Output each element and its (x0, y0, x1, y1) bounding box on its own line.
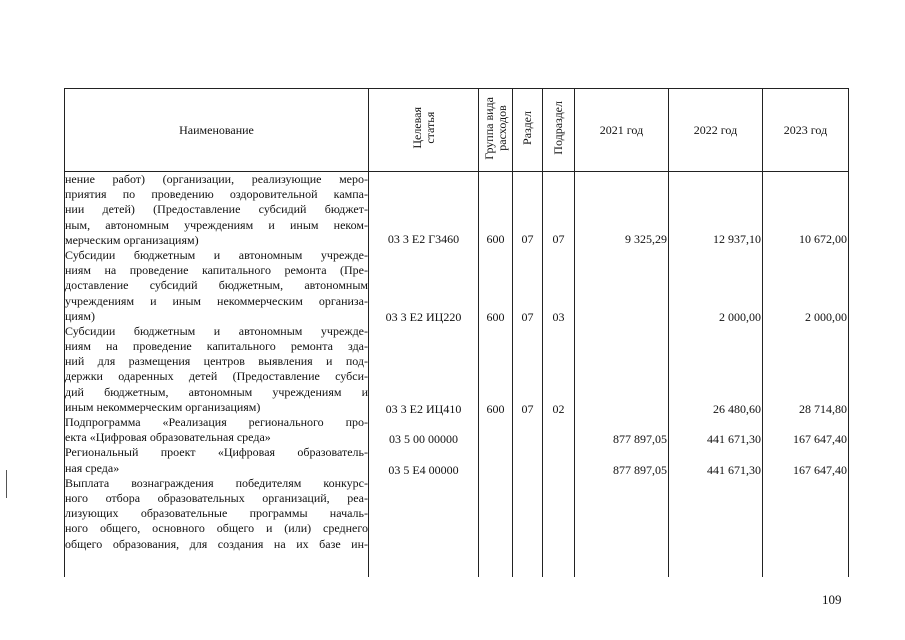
name-line: Подпрограмма «Реализация регионального про- (65, 415, 368, 429)
cell-y2022: 12 937,10 (713, 232, 761, 246)
name-line: циям) (65, 308, 95, 323)
name-line: держки одаренных детей (Предоставление субси- (65, 369, 368, 384)
group-column (479, 172, 513, 578)
name-line: дий бюджетным, автономным учреждениям и (65, 384, 368, 399)
name-line: приятия по проведению оздоровительной кампа- (65, 187, 368, 202)
cell-section: 07 (521, 232, 534, 246)
subsection-column (543, 172, 575, 578)
cell-subsection (543, 432, 574, 447)
header-expense-group: Группа вида расходов (479, 89, 513, 172)
cell-y2023: 2 000,00 (805, 310, 847, 324)
name-line: Субсидии бюджетным и автономным учрежде- (65, 323, 368, 338)
name-line: ний для размещения центров выявления и под- (65, 354, 368, 369)
header-2021: 2021 год (575, 89, 669, 172)
cell-subsection: 07 (552, 232, 565, 246)
cell-y2022: 441 671,30 (707, 432, 761, 446)
cell-group (479, 463, 512, 478)
cell-target: 03 3 Е2 Г3460 (387, 232, 460, 246)
header-2022: 2022 год (669, 89, 763, 172)
name-column (65, 172, 369, 578)
table-header-row (65, 89, 849, 172)
cell-y2021: 877 897,05 (613, 463, 667, 477)
section-column (513, 172, 543, 578)
cell-y2022: 2 000,00 (719, 310, 761, 324)
name-line: ниям на проведение капитального ремонта (Пре- (65, 263, 368, 278)
cell-group (479, 432, 512, 447)
cell-y2021 (575, 310, 668, 325)
table-body-row (65, 172, 849, 578)
name-line: общего образования, для создания на их базе ин- (65, 536, 368, 551)
name-line: ным, автономным учреждениям и иным неком- (65, 217, 368, 232)
cell-y2022: 441 671,30 (707, 463, 761, 477)
cell-target: 03 3 Е2 ИЦ220 (385, 310, 462, 324)
name-line: екта «Цифровая образовательная среда» (65, 430, 271, 445)
header-subsection: Подраздел (543, 89, 575, 172)
scan-edge-mark (6, 470, 7, 498)
name-line: ниям на проведение капитального ремонта зда- (65, 339, 368, 354)
name-line: Региональный проект «Цифровая образователь- (65, 445, 368, 460)
cell-y2021 (575, 402, 668, 417)
name-line: Субсидии бюджетным и автономным учрежде- (65, 247, 368, 262)
cell-y2023: 167 647,40 (793, 463, 847, 477)
budget-table (64, 88, 849, 577)
cell-section (513, 432, 542, 447)
year-2022-column (669, 172, 763, 578)
name-line: нии детей) (Предоставление субсидий бюджет- (65, 202, 368, 217)
name-line: Выплата вознаграждения победителям конкурс- (65, 475, 368, 490)
name-line: мерческим организациям) (65, 232, 199, 247)
cell-y2023: 167 647,40 (793, 432, 847, 446)
cell-y2023: 28 714,80 (799, 402, 847, 416)
page-number: 109 (822, 592, 842, 607)
cell-subsection: 02 (552, 402, 565, 416)
cell-group: 600 (486, 402, 505, 416)
name-line: учреждениям и иным некоммерческим организа- (65, 293, 368, 308)
header-target-article: Целевая статья (369, 89, 479, 172)
name-line: ного отбора образовательных организаций, реа- (65, 490, 368, 505)
header-2023: 2023 год (763, 89, 849, 172)
cell-y2021: 877 897,05 (613, 432, 667, 446)
cell-y2023: 10 672,00 (799, 232, 847, 246)
cell-target: 03 5 Е4 00000 (388, 463, 459, 477)
cell-group: 600 (486, 310, 505, 324)
cell-section (513, 463, 542, 478)
name-line: иным некоммерческим организациям) (65, 399, 261, 414)
header-name: Наименование (65, 89, 369, 172)
cell-y2022: 26 480,60 (713, 402, 761, 416)
cell-y2021: 9 325,29 (625, 232, 667, 246)
year-2023-column (763, 172, 849, 578)
cell-section: 07 (521, 310, 534, 324)
cell-subsection: 03 (552, 310, 565, 324)
name-line: ная среда» (65, 460, 120, 475)
cell-subsection (543, 463, 574, 478)
cell-section: 07 (521, 402, 534, 416)
header-section: Раздел (513, 89, 543, 172)
cell-target: 03 3 Е2 ИЦ410 (385, 402, 462, 416)
target-column (369, 172, 479, 578)
name-line: ного общего, основного общего и (или) среднего (65, 521, 368, 536)
year-2021-column (575, 172, 669, 578)
name-line: доставление субсидий бюджетным, автономным (65, 278, 368, 293)
cell-group: 600 (486, 232, 505, 246)
cell-target: 03 5 00 00000 (389, 432, 458, 446)
name-line: лизующих образовательные программы началь- (65, 506, 368, 521)
name-line: нение работ) (организации, реализующие меро- (65, 172, 368, 186)
